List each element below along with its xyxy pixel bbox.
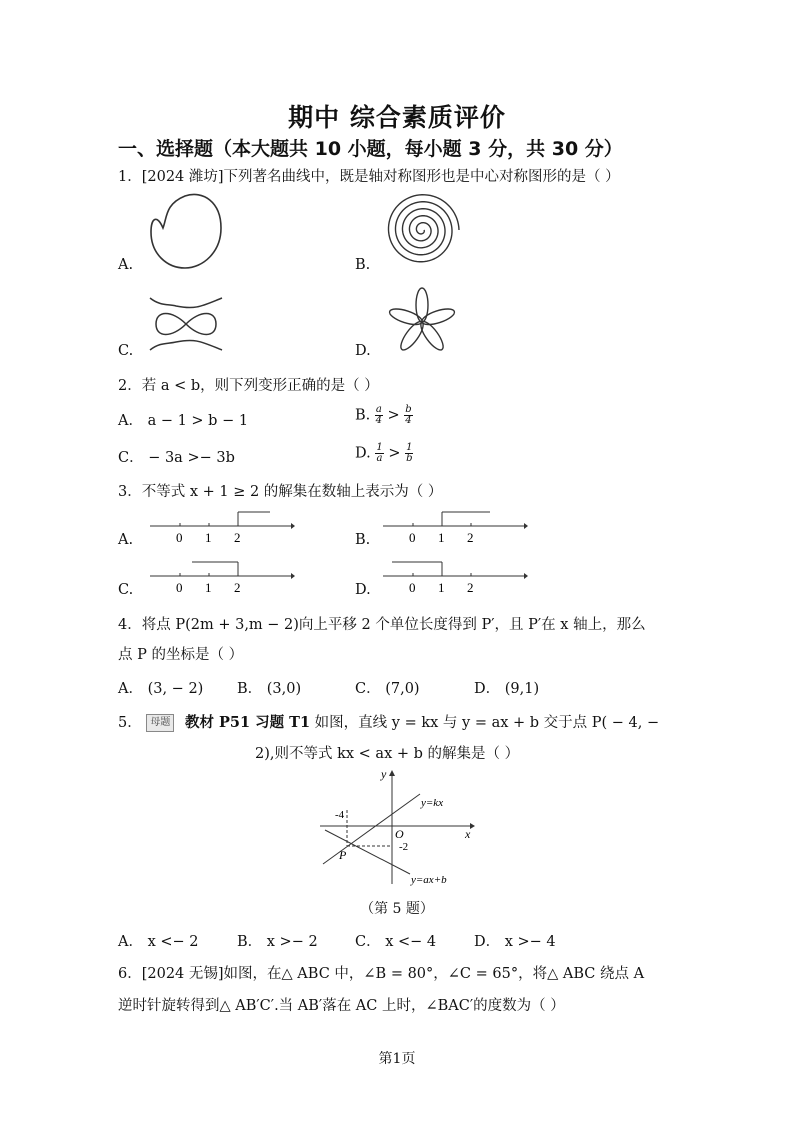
- q5-option-b[interactable]: B． x >− 2: [237, 934, 318, 950]
- q1-option-c[interactable]: C.: [118, 343, 134, 359]
- question-5-line-2: 2),则不等式 kx < ax + b 的解集是（ ）: [255, 746, 520, 762]
- tick-label-2: 2: [467, 580, 474, 595]
- question-2-text: 2．若 a < b，则下列变形正确的是（ ）: [118, 378, 379, 394]
- fraction-b-over-4: $\frac{b}{4}$: [405, 404, 412, 426]
- rose-curve-icon: [382, 286, 462, 358]
- figure-caption: （第 5 题）: [360, 901, 434, 917]
- tick-label-0: 0: [409, 530, 416, 545]
- mother-question-badge: 母题: [146, 714, 174, 732]
- page-number: 第1页: [378, 1051, 416, 1067]
- question-4-line-2: 点 P 的坐标是（ ）: [118, 647, 244, 663]
- cardioid-icon: [145, 188, 225, 272]
- q3-option-b[interactable]: B.: [355, 532, 371, 548]
- q2-option-a[interactable]: A． a − 1 > b − 1: [118, 413, 249, 429]
- fraction-1-over-b: $\frac{1}{b}$: [406, 442, 413, 464]
- tick-label-0: 0: [176, 530, 183, 545]
- tick-label-2: 2: [234, 580, 241, 595]
- q2-option-b[interactable]: [355, 405, 413, 426]
- line-kx-label: y=kx: [421, 797, 444, 809]
- tick-label-0: 0: [176, 580, 183, 595]
- q2-option-d-label: D.: [355, 445, 371, 462]
- question-3-text: 3．不等式 x + 1 ≥ 2 的解集在数轴上表示为（ ）: [118, 484, 443, 500]
- y-mark-label: -2: [399, 841, 409, 853]
- q1-option-b[interactable]: B.: [355, 257, 371, 273]
- point-p-label: P: [339, 848, 347, 862]
- question-5-text-1: 如图，直线 y = kx 与 y = ax + b 交于点 P( − 4, −: [314, 715, 660, 731]
- x-axis-label: x: [465, 827, 471, 841]
- question-4-line-1: 4．将点 P(2m + 3,m − 2)向上平移 2 个单位长度得到 P′，且 P′在 x 轴上，那么: [118, 617, 646, 633]
- y-axis-label: y: [381, 767, 387, 781]
- tick-label-1: 1: [438, 580, 445, 595]
- greater-than-sign: >: [388, 445, 401, 462]
- tick-label-2: 2: [234, 530, 241, 545]
- q4-option-a[interactable]: A． (3, − 2): [118, 681, 204, 697]
- tick-label-1: 1: [438, 530, 445, 545]
- number-line-c: [145, 558, 295, 596]
- textbook-reference: 教材 P51 习题 T1: [184, 714, 311, 731]
- line-ax-b-label: y=ax+b: [411, 874, 447, 886]
- question-5-number: 5．: [118, 715, 142, 731]
- question-6-line-2: 逆时针旋转得到△ AB′C′.当 AB′落在 AC 上时，∠BAC′的度数为（ ）: [118, 998, 565, 1014]
- tick-label-1: 1: [205, 580, 212, 595]
- q5-option-c[interactable]: C． x <− 4: [355, 934, 437, 950]
- origin-label: O: [395, 827, 404, 841]
- number-line-b: [378, 508, 528, 546]
- q4-option-b[interactable]: B． (3,0): [237, 681, 302, 697]
- number-line-d: [378, 558, 528, 596]
- lemniscate-icon: [146, 292, 226, 356]
- page-title: 期中 综合素质评价: [288, 103, 506, 132]
- question-1-text: 1．[2024 潍坊]下列著名曲线中，既是轴对称图形也是中心对称图形的是（ ）: [118, 169, 620, 185]
- question-5-line-1: [118, 711, 659, 732]
- greater-than-sign: >: [387, 407, 400, 424]
- q1-option-a[interactable]: A.: [118, 257, 134, 273]
- number-line-a: [145, 508, 295, 546]
- q2-option-b-label: B.: [355, 407, 371, 424]
- q3-option-c[interactable]: C.: [118, 582, 134, 598]
- fraction-1-over-a: $\frac{1}{a}$: [376, 442, 383, 464]
- q5-option-a[interactable]: A． x <− 2: [118, 934, 199, 950]
- q5-option-d[interactable]: D． x >− 4: [474, 934, 556, 950]
- section-heading: 一、选择题（本大题共 10 小题，每小题 3 分，共 30 分）: [118, 138, 623, 160]
- q2-option-d[interactable]: [355, 443, 413, 464]
- fraction-a-over-4: $\frac{a}{4}$: [375, 404, 383, 426]
- q1-option-d[interactable]: D.: [355, 343, 371, 359]
- tick-label-0: 0: [409, 580, 416, 595]
- tick-label-2: 2: [467, 530, 474, 545]
- spiral-icon: [382, 190, 462, 270]
- q3-option-d[interactable]: D.: [355, 582, 371, 598]
- q3-option-a[interactable]: A.: [118, 532, 134, 548]
- q2-option-c[interactable]: C． − 3a >− 3b: [118, 450, 235, 466]
- q5-coordinate-figure: [315, 766, 485, 890]
- x-mark-label: -4: [335, 809, 345, 821]
- question-6-line-1: 6．[2024 无锡]如图，在△ ABC 中，∠B = 80°，∠C = 65°，将△ ABC 绕点 A: [118, 966, 645, 982]
- q4-option-d[interactable]: D． (9,1): [474, 681, 540, 697]
- q4-option-c[interactable]: C． (7,0): [355, 681, 420, 697]
- tick-label-1: 1: [205, 530, 212, 545]
